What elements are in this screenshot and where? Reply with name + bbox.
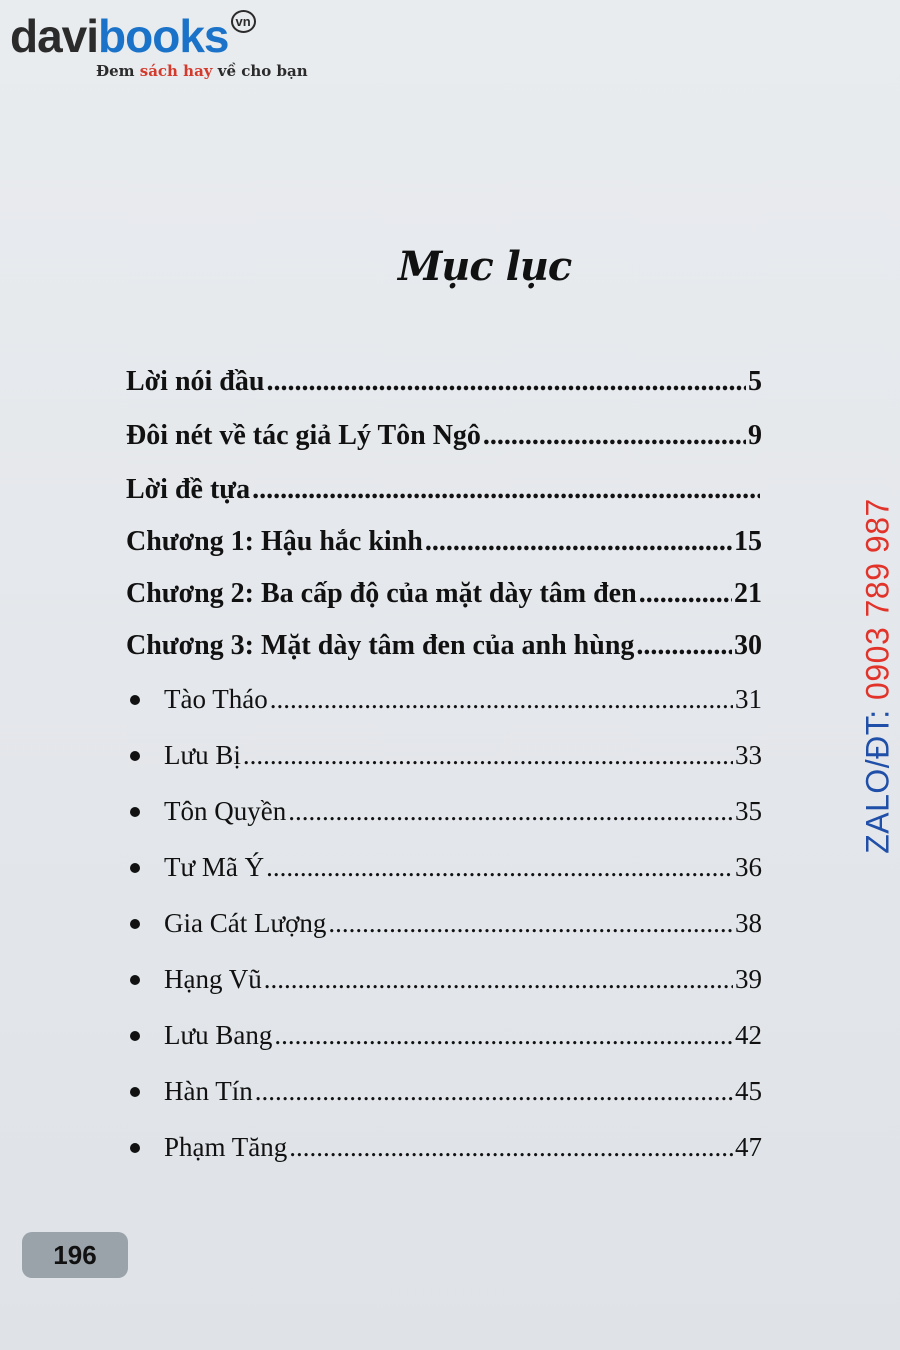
toc-sub-entry — [126, 1132, 762, 1163]
dot-leader — [288, 796, 733, 827]
toc-sub-entry — [126, 1020, 762, 1051]
dot-leader — [639, 578, 732, 610]
bullet-icon — [130, 695, 140, 705]
toc-entry-label: Chương 2: Ba cấp độ của mặt dày tâm đen — [126, 578, 637, 609]
dot-leader — [289, 1132, 733, 1163]
dot-leader — [255, 1076, 733, 1107]
brand-vn-badge: vn — [231, 10, 256, 33]
toc-entry-page: 42 — [735, 1020, 762, 1050]
toc-sub-entry — [126, 964, 762, 995]
bullet-icon — [130, 751, 140, 761]
toc-entry-label: Lời nói đầu — [126, 366, 265, 397]
dot-leader — [266, 852, 733, 883]
toc-sub-entry — [126, 908, 762, 939]
toc-chapter-entry — [126, 630, 762, 662]
toc-entry-page: 33 — [735, 740, 762, 770]
toc-sub-entry — [126, 684, 762, 715]
toc-entry-page: 15 — [734, 526, 762, 557]
toc-entry-label: Đôi nét về tác giả Lý Tôn Ngô — [126, 420, 481, 451]
toc-entry-page: 9 — [748, 420, 762, 451]
toc-entry-label: Lời đề tựa — [126, 474, 251, 505]
brand-wordmark — [10, 10, 330, 62]
contact-watermark — [860, 498, 897, 854]
toc-sub-entry — [126, 1076, 762, 1107]
toc-entry-page: 38 — [735, 908, 762, 938]
toc-entry-page: 21 — [734, 578, 762, 609]
bullet-icon — [130, 1031, 140, 1041]
toc-entry-page: 36 — [735, 852, 762, 882]
dot-leader — [270, 684, 733, 715]
toc-entry-label: Chương 1: Hậu hắc kinh — [126, 526, 423, 557]
bullet-icon — [130, 1143, 140, 1153]
dot-leader — [636, 630, 732, 662]
toc-entry-label: Phạm Tăng — [164, 1132, 288, 1162]
tagline-part-2: sách hay — [139, 62, 213, 80]
toc-chapter-entry — [126, 526, 762, 558]
toc-chapter-entry — [126, 474, 762, 506]
toc-entry-page: 39 — [735, 964, 762, 994]
dot-leader — [243, 740, 733, 771]
toc-entry-page: 31 — [735, 684, 762, 714]
toc-chapter-entry — [126, 578, 762, 610]
dot-leader — [274, 1020, 733, 1051]
toc-entry-label: Lưu Bang — [164, 1020, 273, 1050]
toc-sub-entry — [126, 796, 762, 827]
bullet-icon — [130, 863, 140, 873]
tagline-part-1: Đem — [96, 62, 140, 80]
bullet-icon — [130, 919, 140, 929]
bullet-icon — [130, 807, 140, 817]
bullet-icon — [130, 975, 140, 985]
dot-leader — [252, 474, 760, 506]
tagline-part-3: về cho bạn — [212, 62, 308, 80]
page-number-badge — [22, 1232, 128, 1278]
dot-leader — [264, 964, 733, 995]
toc-title: Mục lục — [398, 243, 572, 290]
watermark-label: ZALO/ĐT: — [859, 699, 896, 854]
page-number: 196 — [53, 1239, 97, 1270]
brand-name-davi: davi — [10, 10, 99, 62]
bullet-icon — [130, 1087, 140, 1097]
toc-entry-page: 47 — [735, 1132, 762, 1162]
toc-entry-page: 30 — [734, 630, 762, 661]
toc-entry-label: Lưu Bị — [164, 740, 241, 770]
toc-entry-page: 5 — [748, 366, 762, 397]
brand-name-books: books — [98, 10, 229, 62]
dot-leader — [328, 908, 733, 939]
toc-entry-label: Hạng Vũ — [164, 964, 262, 994]
brand-logo — [10, 10, 330, 90]
watermark-phone: 0903 789 987 — [859, 498, 896, 700]
toc-entry-page: 45 — [735, 1076, 762, 1106]
toc-entry-label: Tào Tháo — [164, 684, 268, 714]
toc-chapter-entry — [126, 366, 762, 398]
toc-entry-label: Hàn Tín — [164, 1076, 253, 1106]
toc-entry-label: Gia Cát Lượng — [164, 908, 327, 938]
toc-entry-label: Tư Mã Ý — [164, 852, 265, 882]
dot-leader — [266, 366, 746, 398]
toc-sub-entry — [126, 852, 762, 883]
toc-entry-label: Chương 3: Mặt dày tâm đen của anh hùng — [126, 630, 635, 661]
dot-leader — [483, 420, 746, 452]
toc-entry-page: 35 — [735, 796, 762, 826]
brand-tagline — [96, 62, 330, 80]
toc-chapter-entry — [126, 420, 762, 452]
toc-sub-entry — [126, 740, 762, 771]
toc-entry-label: Tôn Quyền — [164, 796, 287, 826]
dot-leader — [425, 526, 732, 558]
